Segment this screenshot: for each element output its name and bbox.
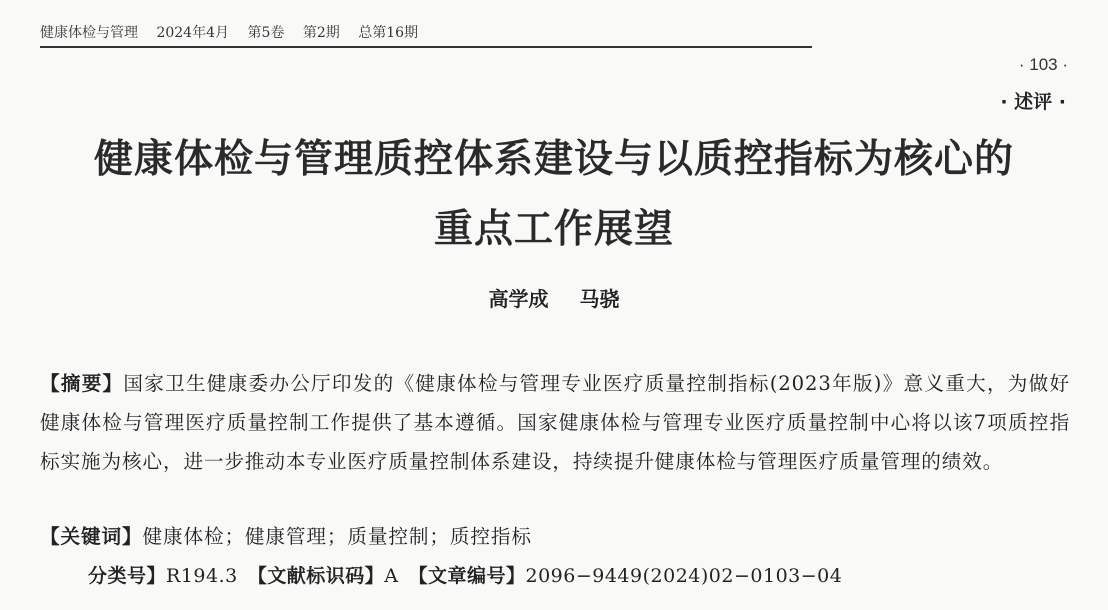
doc-code-label: 【文献标识码】	[247, 565, 385, 587]
article-title-line-1: 健康体检与管理质控体系建设与以质控指标为核心的	[93, 137, 1014, 182]
article-id-value: 2096−9449(2024)02−0103−04	[525, 565, 843, 587]
article-title-line-2: 重点工作展望	[433, 207, 674, 252]
keywords	[40, 520, 532, 549]
volume: 第5卷	[247, 25, 285, 41]
author-name: 马骁	[579, 287, 620, 311]
running-header	[40, 22, 812, 48]
clc-label: 分类号】	[88, 565, 167, 587]
abstract-text: 国家卫生健康委办公厅印发的《健康体检与管理专业医疗质量控制指标(2023年版)》意义重大，为做好健康体检与管理医疗质量控制工作提供了基本遵循。国家健康体检与管理专业医疗质量控制中心将以该7项质控指标实施为核心，进一步推动本专业医疗质量控制体系建设，持续提升健康体检与管理医疗质量管理的绩效。	[40, 372, 1070, 473]
keywords-text: 健康体检；健康管理；质量控制；质控指标	[142, 525, 532, 548]
issue-date: 2024年4月	[156, 25, 229, 41]
doc-code-value: A	[384, 565, 399, 587]
abstract-label: 【摘要】	[40, 372, 124, 395]
issue: 第2期	[302, 25, 340, 41]
journal-name: 健康体检与管理	[40, 25, 138, 41]
clc-value: R194.3	[166, 565, 238, 587]
author-name: 高学成	[488, 287, 549, 311]
abstract	[40, 364, 1070, 481]
total-issue: 总第16期	[358, 25, 419, 41]
keywords-label: 【关键词】	[40, 525, 143, 548]
classification-line	[88, 561, 842, 588]
page-number: · 103 ·	[1018, 55, 1068, 74]
column-tag: · 述评 ·	[1000, 91, 1066, 113]
author-list	[0, 283, 1108, 312]
article-id-label: 【文章编号】	[408, 565, 526, 587]
